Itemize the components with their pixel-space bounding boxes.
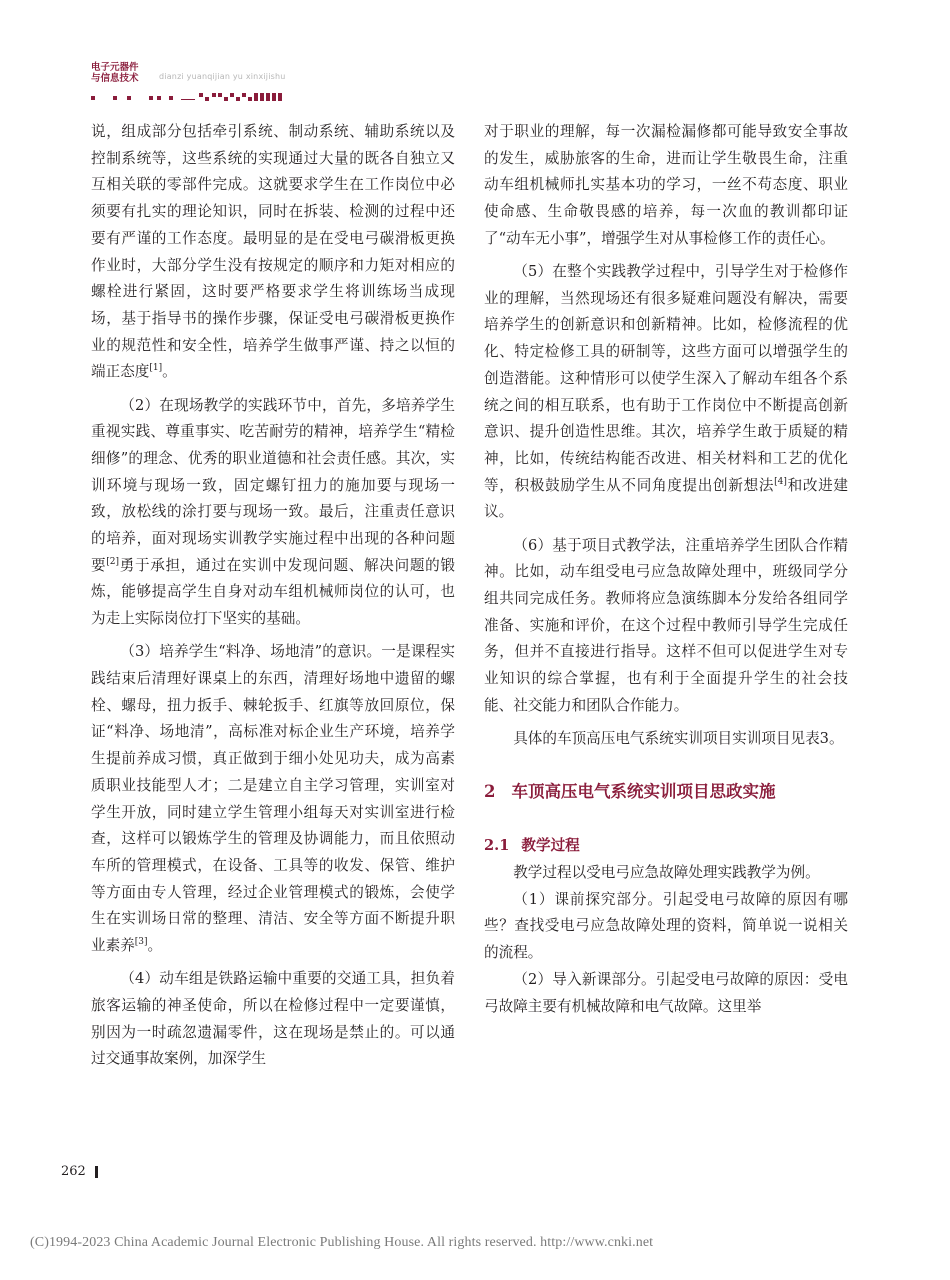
- right-column: [484, 119, 848, 1020]
- page-number-bar: [95, 1166, 98, 1178]
- paragraph-4: （4）动车组是铁路运输中重要的交通工具，担负着旅客运输的神圣使命，所以在检修过程中一定要谨慎，别因为一时疏忽遗漏零件，这在现场是禁止的。可以通过交通事故案例，加深学生: [91, 970, 455, 1068]
- section-number: 2: [484, 781, 496, 801]
- citation-1: [1]: [149, 363, 163, 374]
- left-column: [91, 119, 455, 1073]
- journal-logo: [91, 62, 139, 84]
- paragraph-5: （5）在整个实践教学过程中，引导学生对于检修作业的理解，当然现场还有很多疑难问题没有解决，需要培养学生的创新意识和创新精神。比如，检修流程的优化、特定检修工具的研制等，这些方面可以增强学生的创造潜能。这种情形可以使学生深入了解动车组各个系统之间的相互联系，也有助于工作岗位中不断提高创新意识、提升创造性思维。其次，培养学生敢于质疑的精神，比如，传统结构能否改进、相关材料和工艺的优化等，积极鼓励学生从不同角度提出创新想法[4]和改进建议。: [484, 263, 848, 521]
- paragraph-3: （3）培养学生“料净、场地清”的意识。一是课程实践结束后清理好课桌上的东西，清理好场地中遗留的螺栓、螺母，扭力扳手、棘轮扳手、红旗等放回原位，保证“料净、场地清”，高标准对标企业生产环境，培养学生提前养成习惯，真正做到于细小处见功夫，成为高素质职业技能型人才；二是建立自主学习管理，实训室对学生开放，同时建立学生管理小组每天对实训室进行检查，这样可以锻炼学生的管理及协调能力，而且依照动车所的管理模式，在设备、工具等的收发、保管、维护等方面由专人管理，经过企业管理模式的锻炼，会使学生在实训场日常的整理、清洁、安全等方面不断提升职业素养[3]。: [91, 643, 455, 955]
- page-number: 262: [61, 1164, 86, 1179]
- citation-4: [4]: [774, 476, 787, 487]
- subsection-title: 教学过程: [521, 837, 580, 855]
- logo-line-1: 电子元器件: [91, 62, 139, 73]
- citation-3: [3]: [134, 937, 148, 948]
- paragraph-9: （1）课前探究部分。引起受电弓故障的原因有哪些？查找受电弓应急故障处理的资料，简单说一说相关的流程。: [484, 890, 848, 962]
- decorative-dot-pattern: [91, 93, 291, 105]
- paragraph-1-continued: 说，组成部分包括牵引系统、制动系统、辅助系统以及控制系统等，这些系统的实现通过大量的既各自独立又互相关联的零部件完成。这就要求学生在工作岗位中必须要有扎实的理论知识，同时在拆装、检测的过程中还要有严谨的工作态度。最明显的是在受电弓碳滑板更换作业时，大部分学生没有按规定的顺序和力矩对相应的螺栓进行紧固，这时要严格要求学生将训练场当成现场，基于指导书的操作步骤，保证受电弓碳滑板更换作业的规范性和安全性，培养学生做事严谨、持之以恒的端正态度[1]。: [91, 123, 455, 381]
- journal-header: [91, 62, 291, 106]
- subsection-number: 2.1: [484, 837, 510, 855]
- paragraph-6: （6）基于项目式教学法，注重培养学生团队合作精神。比如，动车组受电弓应急故障处理中，班级同学分组共同完成任务。教师将应急演练脚本分发给各组同学准备、实施和评价，在这个过程中教师引导学生完成任务，但并不直接进行指导。这样不但可以促进学生对专业知识的综合掌握，也有利于全面提升学生的社会技能、社交能力和团队合作能力。: [484, 536, 848, 714]
- paragraph-2: （2）在现场教学的实践环节中，首先，多培养学生重视实践、尊重事实、吃苦耐劳的精神，培养学生“精检细修”的理念、优秀的职业道德和社会责任感。其次，实训环境与现场一致，固定螺钉扭力的施加要与现场一致，放松线的涂打要与现场一致。最后，注重责任意识的培养，面对现场实训教学实施过程中出现的各种问题要[2]勇于承担，通过在实训中发现问题、解决问题的锻炼，能够提高学生自身对动车组机械师岗位的认可，也为走上实际岗位打下坚实的基础。: [91, 396, 455, 628]
- paragraph-7: 具体的车顶高压电气系统实训项目实训项目见表3。: [513, 729, 844, 747]
- paragraph-4-continued: 对于职业的理解，每一次漏检漏修都可能导致安全事故的发生，威胁旅客的生命，进而让学生敬畏生命，注重动车组机械师扎实基本功的学习，一丝不苟态度、职业使命感、生命敬畏感的培养，每一次血的教训都印证了“动车无小事”，增强学生对从事检修工作的责任心。: [484, 123, 848, 247]
- logo-pinyin: dianzi yuanqijian yu xinxijishu: [159, 72, 286, 81]
- paragraph-10: （2）导入新课部分。引起受电弓故障的原因：受电弓故障主要有机械故障和电气故障。这里举: [484, 970, 848, 1015]
- logo-line-2: 与信息技术: [91, 73, 139, 84]
- section-heading: [484, 779, 848, 806]
- paragraph-8: 教学过程以受电弓应急故障处理实践教学为例。: [513, 864, 820, 882]
- subsection-heading: [484, 833, 848, 860]
- citation-2: [2]: [106, 556, 120, 567]
- section-title: 车顶高压电气系统实训项目思政实施: [511, 781, 776, 801]
- copyright-footer: (C)1994-2023 China Academic Journal Electronic Publishing House. All rights reserved. http://www.cnki.net: [30, 1235, 654, 1250]
